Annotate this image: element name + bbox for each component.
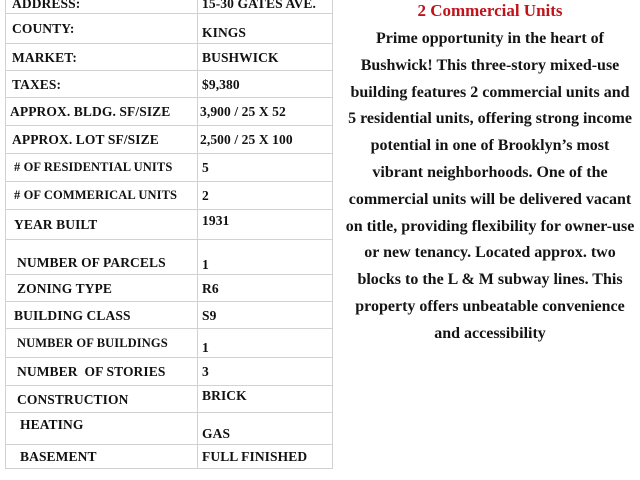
- lot-size-label: APPROX. LOT SF/SIZE: [6, 126, 198, 154]
- table-row-zoning: [6, 275, 333, 302]
- table-row-address: [6, 0, 333, 14]
- stories-label: NUMBER OF STORIES: [6, 358, 198, 386]
- table-row-bldg-size: [6, 98, 333, 126]
- county-value: KINGS: [198, 14, 333, 44]
- buildings-value: 1: [198, 329, 333, 358]
- building-class-value: S9: [198, 302, 333, 329]
- residential-units-value: 5: [198, 154, 333, 182]
- construction-value: BRICK: [198, 386, 333, 413]
- heating-label: HEATING: [6, 413, 198, 445]
- basement-value: FULL FINISHED: [198, 445, 333, 469]
- description-panel: [345, 0, 635, 348]
- lot-size-value: 2,500 / 25 X 100: [198, 126, 333, 154]
- market-value: BUSHWICK: [198, 44, 333, 71]
- market-label: MARKET:: [6, 44, 198, 71]
- table-row-construction: [6, 386, 333, 413]
- year-built-value: 1931: [198, 210, 333, 240]
- table-row-lot-size: [6, 126, 333, 154]
- parcels-value: 1: [198, 240, 333, 275]
- table-row-basement: [6, 445, 333, 469]
- building-class-label: BUILDING CLASS: [6, 302, 198, 329]
- county-label: COUNTY:: [6, 14, 198, 44]
- bldg-size-label: APPROX. BLDG. SF/SIZE: [6, 98, 198, 126]
- table-row-year-built: [6, 210, 333, 240]
- parcels-label: NUMBER OF PARCELS: [6, 240, 198, 275]
- zoning-label: ZONING TYPE: [6, 275, 198, 302]
- table-row-commercial-units: [6, 182, 333, 210]
- basement-label: BASEMENT: [6, 445, 198, 469]
- taxes-value: $9,380: [198, 71, 333, 98]
- table-row-residential-units: [6, 154, 333, 182]
- bldg-size-value: 3,900 / 25 X 52: [198, 98, 333, 126]
- stories-value: 3: [198, 358, 333, 386]
- table-row-county: [6, 14, 333, 44]
- table-row-parcels: [6, 240, 333, 275]
- description-title: 2 Commercial Units: [417, 1, 563, 20]
- table-row-taxes: [6, 71, 333, 98]
- table-row-market: [6, 44, 333, 71]
- property-details-table: [5, 0, 333, 469]
- address-value: 15-30 GATES AVE.: [198, 0, 333, 14]
- table-row-heating: [6, 413, 333, 445]
- table-row-building-class: [6, 302, 333, 329]
- residential-units-label: # OF RESIDENTIAL UNITS: [6, 154, 198, 182]
- year-built-label: YEAR BUILT: [6, 210, 198, 240]
- buildings-label: NUMBER OF BUILDINGS: [6, 329, 198, 358]
- heating-value: GAS: [198, 413, 333, 445]
- address-label: ADDRESS:: [6, 0, 198, 14]
- construction-label: CONSTRUCTION: [6, 386, 198, 413]
- taxes-label: TAXES:: [6, 71, 198, 98]
- commercial-units-label: # OF COMMERICAL UNITS: [6, 182, 198, 210]
- description-body: Prime opportunity in the heart of Bushwick! This three-story mixed-use building features 2 commercial units and 5 residential units, offering strong income potential in one of Brooklyn’s most vibrant neighborhoods. One of the commercial units will be delivered vacant on title, providing flexibility for owner-use or new tenancy. Located approx. two blocks to the L & M subway lines. This property offers unbeatable convenience and accessibility: [345, 30, 635, 342]
- table-row-stories: [6, 358, 333, 386]
- table-row-buildings: [6, 329, 333, 358]
- zoning-value: R6: [198, 275, 333, 302]
- commercial-units-value: 2: [198, 182, 333, 210]
